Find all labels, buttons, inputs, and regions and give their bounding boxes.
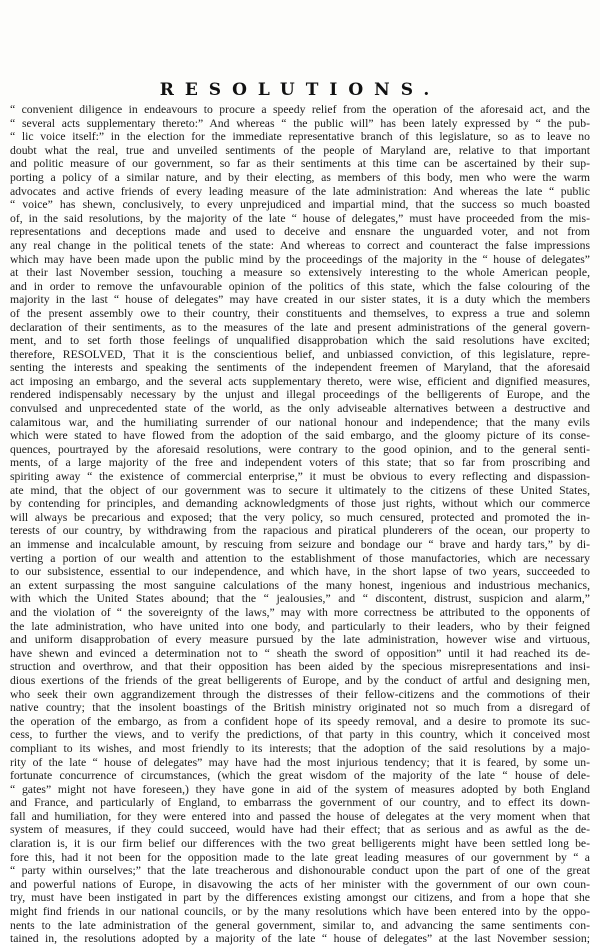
text-line: struction and overthrow, and that their opposition has been aided by the specious misrepresentations and insi- xyxy=(10,660,590,674)
text-line: might find friends in our national councils, or by the many resolutions which have been entered into by the oppo- xyxy=(10,905,590,919)
text-line: convulsed and unprecedented state of the world, as the only adviseable alternatives between a destructive and xyxy=(10,402,590,416)
text-line: compliant to its wishes, and most friendly to its interests; that the adoption of the said resolutions by a majo- xyxy=(10,741,590,755)
text-line: porting a policy of a similar nature, and by their electing, as members of this body, men who were the warm xyxy=(10,170,590,184)
text-line: by contending for principles, and demanding acknowledgments of those just rights, without which our commerce xyxy=(10,497,590,511)
text-line: and politic measure of our government, so far as their sentiments at this time can be ascertained by their sup- xyxy=(10,157,590,171)
text-line: which were stated to have flowed from the adoption of the said embargo, and the gloomy picture of its conse- xyxy=(10,429,590,443)
text-line: ate mind, that the object of our government was to secure it ultimately to the citizens of these United States, xyxy=(10,483,590,497)
text-line: “ voice” has shewn, conclusively, to every unprejudiced and impartial mind, that the success so much boasted xyxy=(10,198,590,212)
text-line: “ convenient diligence in endeavours to procure a speedy relief from the operation of the aforesaid act, and the xyxy=(10,103,590,116)
text-line: doubt what the real, true and unveiled sentiments of the people of Maryland are, relative to that important xyxy=(10,143,590,157)
text-line: terests of our country, by withdrawing from the rapacious and piratical plunderers of the ocean, our property to xyxy=(10,524,590,538)
resolutions-body xyxy=(10,103,590,946)
text-line: majority in the last “ house of delegates” may have created in our sister states, it is a duty which the members xyxy=(10,293,590,307)
text-line: fortunate concurrence of circumstances, (which the great wisdom of the majority of the late “ house of dele- xyxy=(10,769,590,783)
text-line: “ party within ourselves;” that the late treacherous and dishonourable conduct upon the part of one of the great xyxy=(10,864,590,878)
text-line: of, in the said resolutions, by the majority of the late “ house of delegates,” must have proceeded from the mis- xyxy=(10,211,590,225)
text-line: ments, of a large majority of the free and independent voters of this state; that so far from proscribing and xyxy=(10,456,590,470)
text-line: fore this, had it not been for the opposition made to the late great leading measures of our government by “ a xyxy=(10,850,590,864)
text-line: claration is, it is our firm belief our differences with the two great belligerents might have been settled long be- xyxy=(10,837,590,851)
text-line: system of measures, if they could succeed, would have had their effect; that as serious and as awful as the de- xyxy=(10,823,590,837)
text-line: an immense and incalculable amount, by rescuing from seizure and bondage our “ brave and hardy tars,” by di- xyxy=(10,538,590,551)
text-line: an extent surpassing the most sanguine calculations of the many honest, ingenious and industrious mechanics, xyxy=(10,578,590,592)
text-line: try, must have been instigated in part by the differences existing amongst our citizens, and from a hope that she xyxy=(10,891,590,905)
text-line: will always be precarious and exposed; that the very policy, so much censured, protected and promoted the in- xyxy=(10,510,590,524)
text-line: quences, pourtrayed by the aforesaid resolutions, were contrary to the good opinion, and to the general senti- xyxy=(10,442,590,456)
text-line: who seek their own aggrandizement through the distresses of their fellow-citizens and the commotions of their xyxy=(10,687,590,701)
text-line: which may have been made upon the public mind by the proceedings of the majority in the “ house of delegates” xyxy=(10,252,590,266)
text-line: any real change in the political tenets of the state: And whereas to correct and counteract the false impressions xyxy=(10,238,590,252)
text-line: and the violation of “ the sovereignty of the laws,” may with more correctness be attributed to the opponents of xyxy=(10,605,590,619)
text-line: fall and humiliation, for they were entered into and passed the house of delegates at the very moment when that xyxy=(10,809,590,823)
text-line: tained in, the resolutions adopted by a majority of the late “ house of delegates” at the last November session; xyxy=(10,932,590,946)
text-line: act imposing an embargo, and the several acts supplementary thereto, were wise, efficient and dignified measures, xyxy=(10,374,590,388)
text-line: dious exertions of the friends of the great belligerents of Europe, and by the conduct of artful and designing men, xyxy=(10,673,590,687)
text-line: and uniform disapprobation of every measure pursued by the late administration, however wise and virtuous, xyxy=(10,633,590,647)
text-line: “ lic voice itself:” in the election for the immediate representative branch of this legislature, so as to leave no xyxy=(10,130,590,144)
text-line: nents to the late administration of the general government, similar to, and advancing the same sentiments con- xyxy=(10,918,590,932)
text-line: and powerful nations of Europe, in disavowing the acts of her minister with the government of our own coun- xyxy=(10,877,590,891)
text-line: with which the United States abound; that the “ jealousies,” and “ discontent, distrust, suspicion and alarm,” xyxy=(10,592,590,606)
text-line: “ gates” might not have foreseen,) they have gone in aid of the system of measures adopted by both England xyxy=(10,782,590,796)
text-line: and France, and particularly of England, to embarrass the government of our country, and to effect its down- xyxy=(10,796,590,810)
text-line: the operation of the embargo, as from a confident hope of its speedy removal, and a desire to promote its suc- xyxy=(10,714,590,728)
text-line: cess, to further the views, and to verify the predictions, of that party in this country, which it conceived most xyxy=(10,728,590,742)
text-line: at their last November session, touching a measure so extensively interesting to the whole American people, xyxy=(10,266,590,280)
text-line: calamitous war, and the humiliating surrender of our national honour and independence; that the many evils xyxy=(10,415,590,429)
text-line: advocates and active friends of every leading measure of the late administration: And whereas the late “ public xyxy=(10,184,590,198)
text-line: senting the interests and speaking the sentiments of the independent freemen of Maryland, that the aforesaid xyxy=(10,361,590,375)
text-line: rendered indispensably necessary by the unjust and illegal proceedings of the belligerents of Europe, and the xyxy=(10,388,590,402)
text-line: have shewn and evinced a determination not to “ sheath the sword of opposition” until it had reached its de- xyxy=(10,646,590,660)
text-line: to our subsistence, essential to our independence, and which have, in the short lapse of two years, succeeded to xyxy=(10,565,590,579)
text-line: ment, and to set forth those feelings of unqualified disapprobation which the said resolutions have excited; xyxy=(10,334,590,348)
text-line: the late administration, who have united into one body, and particularly to their leaders, who by their feigned xyxy=(10,619,590,633)
text-line: therefore, RESOLVED, That it is the conscientious belief, and unbiassed conviction, of this legislature, repre- xyxy=(10,347,590,361)
text-line: verting a portion of our wealth and attention to the establishment of those manufactories, which are necessary xyxy=(10,551,590,565)
text-line: spiriting away “ the existence of commercial enterprise,” it must be obvious to every reflecting and dispassion- xyxy=(10,470,590,484)
text-line: native country; that the insolent boastings of the British ministry originated not so much from a disregard of xyxy=(10,701,590,715)
text-line: “ several acts supplementary thereto:” And whereas “ the public will” has been lately expressed by “ the pub- xyxy=(10,116,590,130)
text-line: and in order to remove the unfavourable opinion of the politics of this state, which the false colouring of the xyxy=(10,279,590,293)
page-title: RESOLUTIONS. xyxy=(159,80,441,100)
text-line: declaration of their sentiments, as to the measures of the late and present administrations of the general govern- xyxy=(10,320,590,334)
text-line: of the present assembly owe to their country, their constituents and themselves, to express a true and solemn xyxy=(10,306,590,320)
text-line: representations and deceptions made and used to deceive and ensnare the unguarded voter, and not from xyxy=(10,225,590,239)
text-line: rity of the late “ house of delegates” may have had the most injurious tendency; that it is feared, by some un- xyxy=(10,755,590,769)
